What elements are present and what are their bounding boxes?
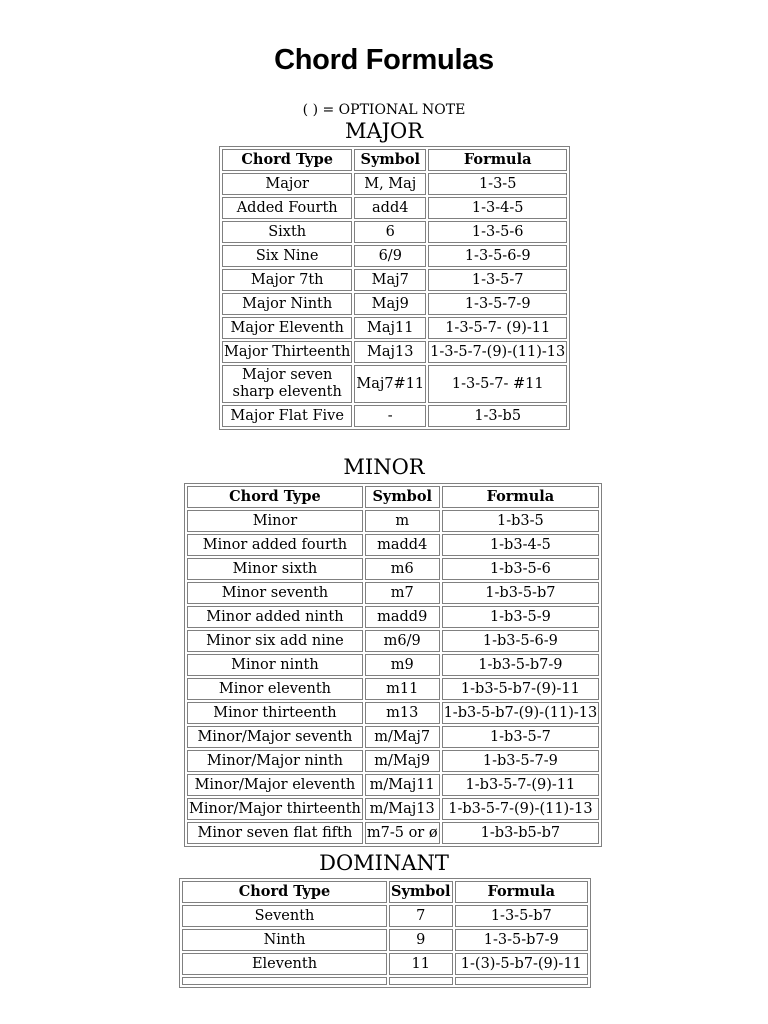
formula-cell: 1-b3-5-7-(9)-(11)-13	[442, 798, 600, 820]
chord-type-cell: Minor seven flat fifth	[187, 822, 363, 844]
table-row	[187, 678, 599, 700]
page-title: Chord Formulas	[274, 44, 494, 76]
chord-type-cell: Minor	[187, 510, 363, 532]
table-row	[187, 702, 599, 724]
chord-type-cell: Ninth	[182, 929, 387, 951]
symbol-cell: m7	[365, 582, 440, 604]
table-row	[182, 905, 588, 927]
column-header-chord-type: Chord Type	[182, 881, 387, 903]
table-row	[222, 365, 567, 403]
table-row	[222, 317, 567, 339]
chord-type-cell: Minor thirteenth	[187, 702, 363, 724]
table-row	[222, 245, 567, 267]
symbol-cell: -	[354, 405, 426, 427]
symbol-cell: Maj11	[354, 317, 426, 339]
symbol-cell: Maj7#11	[354, 365, 426, 403]
chord-type-cell: Seventh	[182, 905, 387, 927]
symbol-cell: m6	[365, 558, 440, 580]
chord-type-cell: Minor seventh	[187, 582, 363, 604]
chord-type-cell: Sixth	[222, 221, 352, 243]
table-row	[187, 582, 599, 604]
formula-cell: 1-3-5-b7-9	[455, 929, 588, 951]
empty-cell	[455, 977, 588, 985]
table-row	[187, 534, 599, 556]
table-header-row	[222, 149, 567, 171]
table-row	[187, 654, 599, 676]
chord-type-cell: Minor added ninth	[187, 606, 363, 628]
table-row	[187, 510, 599, 532]
column-header-symbol: Symbol	[389, 881, 453, 903]
column-header-chord-type: Chord Type	[187, 486, 363, 508]
symbol-cell: 6	[354, 221, 426, 243]
symbol-cell: 6/9	[354, 245, 426, 267]
formula-cell: 1-3-b5	[428, 405, 567, 427]
symbol-cell: m/Maj11	[365, 774, 440, 796]
major-chords-table	[219, 146, 570, 430]
chord-type-cell: Minor/Major eleventh	[187, 774, 363, 796]
formula-cell: 1-3-5-6	[428, 221, 567, 243]
chord-type-cell: Major	[222, 173, 352, 195]
symbol-cell: add4	[354, 197, 426, 219]
table-row	[187, 558, 599, 580]
column-header-symbol: Symbol	[365, 486, 440, 508]
formula-cell: 1-3-5-7-9	[428, 293, 567, 315]
table-row	[187, 630, 599, 652]
optional-note-legend: ( ) = OPTIONAL NOTE	[302, 102, 466, 118]
symbol-cell: 9	[389, 929, 453, 951]
column-header-chord-type: Chord Type	[222, 149, 352, 171]
table-row	[182, 929, 588, 951]
minor-chords-table	[184, 483, 602, 847]
column-header-symbol: Symbol	[354, 149, 426, 171]
symbol-cell: m/Maj9	[365, 750, 440, 772]
symbol-cell: m6/9	[365, 630, 440, 652]
formula-cell: 1-b3-5-b7-(9)-11	[442, 678, 600, 700]
symbol-cell: 11	[389, 953, 453, 975]
table-row	[222, 269, 567, 291]
chord-type-cell: Major 7th	[222, 269, 352, 291]
symbol-cell: madd9	[365, 606, 440, 628]
table-header-row	[187, 486, 599, 508]
column-header-formula: Formula	[442, 486, 600, 508]
table-row	[222, 221, 567, 243]
chord-type-cell: Minor eleventh	[187, 678, 363, 700]
symbol-cell: 7	[389, 905, 453, 927]
formula-cell: 1-3-5-6-9	[428, 245, 567, 267]
dominant-heading: DOMINANT	[319, 851, 449, 875]
formula-cell: 1-b3-5-7-9	[442, 750, 600, 772]
chord-type-cell: Minor sixth	[187, 558, 363, 580]
formula-cell: 1-b3-5-7	[442, 726, 600, 748]
empty-cell	[389, 977, 453, 985]
symbol-cell: m11	[365, 678, 440, 700]
chord-type-cell: Minor/Major seventh	[187, 726, 363, 748]
chord-type-cell: Eleventh	[182, 953, 387, 975]
table-row	[182, 953, 588, 975]
table-row	[187, 606, 599, 628]
chord-type-cell: Minor ninth	[187, 654, 363, 676]
table-header-row	[182, 881, 588, 903]
chord-type-cell: Major seven sharp eleventh	[222, 365, 352, 403]
dominant-chords-table	[179, 878, 591, 988]
chord-type-cell: Added Fourth	[222, 197, 352, 219]
formula-cell: 1-b3-5-6	[442, 558, 600, 580]
formula-cell: 1-3-5	[428, 173, 567, 195]
formula-cell: 1-b3-5-b7-9	[442, 654, 600, 676]
minor-heading: MINOR	[343, 455, 425, 479]
symbol-cell: Maj13	[354, 341, 426, 363]
table-row	[222, 405, 567, 427]
column-header-formula: Formula	[455, 881, 588, 903]
symbol-cell: M, Maj	[354, 173, 426, 195]
formula-cell: 1-b3-5-6-9	[442, 630, 600, 652]
table-row	[222, 341, 567, 363]
chord-type-cell: Minor/Major ninth	[187, 750, 363, 772]
formula-cell: 1-3-5-7	[428, 269, 567, 291]
formula-cell: 1-(3)-5-b7-(9)-11	[455, 953, 588, 975]
formula-cell: 1-3-5-7- #11	[428, 365, 567, 403]
symbol-cell: m9	[365, 654, 440, 676]
symbol-cell: m/Maj7	[365, 726, 440, 748]
table-row	[222, 197, 567, 219]
chord-type-cell: Six Nine	[222, 245, 352, 267]
formula-cell: 1-b3-5-b7	[442, 582, 600, 604]
table-row	[187, 798, 599, 820]
chord-type-cell: Major Flat Five	[222, 405, 352, 427]
symbol-cell: Maj9	[354, 293, 426, 315]
symbol-cell: m	[365, 510, 440, 532]
table-row	[187, 822, 599, 844]
symbol-cell: madd4	[365, 534, 440, 556]
table-row	[187, 726, 599, 748]
formula-cell: 1-b3-5	[442, 510, 600, 532]
formula-cell: 1-b3-5-b7-(9)-(11)-13	[442, 702, 600, 724]
chord-type-cell: Minor added fourth	[187, 534, 363, 556]
formula-cell: 1-3-5-b7	[455, 905, 588, 927]
table-row	[222, 293, 567, 315]
symbol-cell: Maj7	[354, 269, 426, 291]
formula-cell: 1-3-5-7- (9)-11	[428, 317, 567, 339]
major-heading: MAJOR	[344, 119, 424, 143]
chord-type-cell: Major Thirteenth	[222, 341, 352, 363]
formula-cell: 1-b3-5-7-(9)-11	[442, 774, 600, 796]
symbol-cell: m7-5 or ø	[365, 822, 440, 844]
chord-type-cell: Major Ninth	[222, 293, 352, 315]
table-row	[222, 173, 567, 195]
chord-type-cell: Major Eleventh	[222, 317, 352, 339]
table-row	[187, 750, 599, 772]
symbol-cell: m/Maj13	[365, 798, 440, 820]
chord-type-cell: Minor six add nine	[187, 630, 363, 652]
empty-cell	[182, 977, 387, 985]
table-row-cut-off	[182, 977, 588, 985]
table-row	[187, 774, 599, 796]
formula-cell: 1-3-4-5	[428, 197, 567, 219]
formula-cell: 1-b3-b5-b7	[442, 822, 600, 844]
column-header-formula: Formula	[428, 149, 567, 171]
formula-cell: 1-b3-5-9	[442, 606, 600, 628]
formula-cell: 1-3-5-7-(9)-(11)-13	[428, 341, 567, 363]
symbol-cell: m13	[365, 702, 440, 724]
chord-type-cell: Minor/Major thirteenth	[187, 798, 363, 820]
formula-cell: 1-b3-4-5	[442, 534, 600, 556]
